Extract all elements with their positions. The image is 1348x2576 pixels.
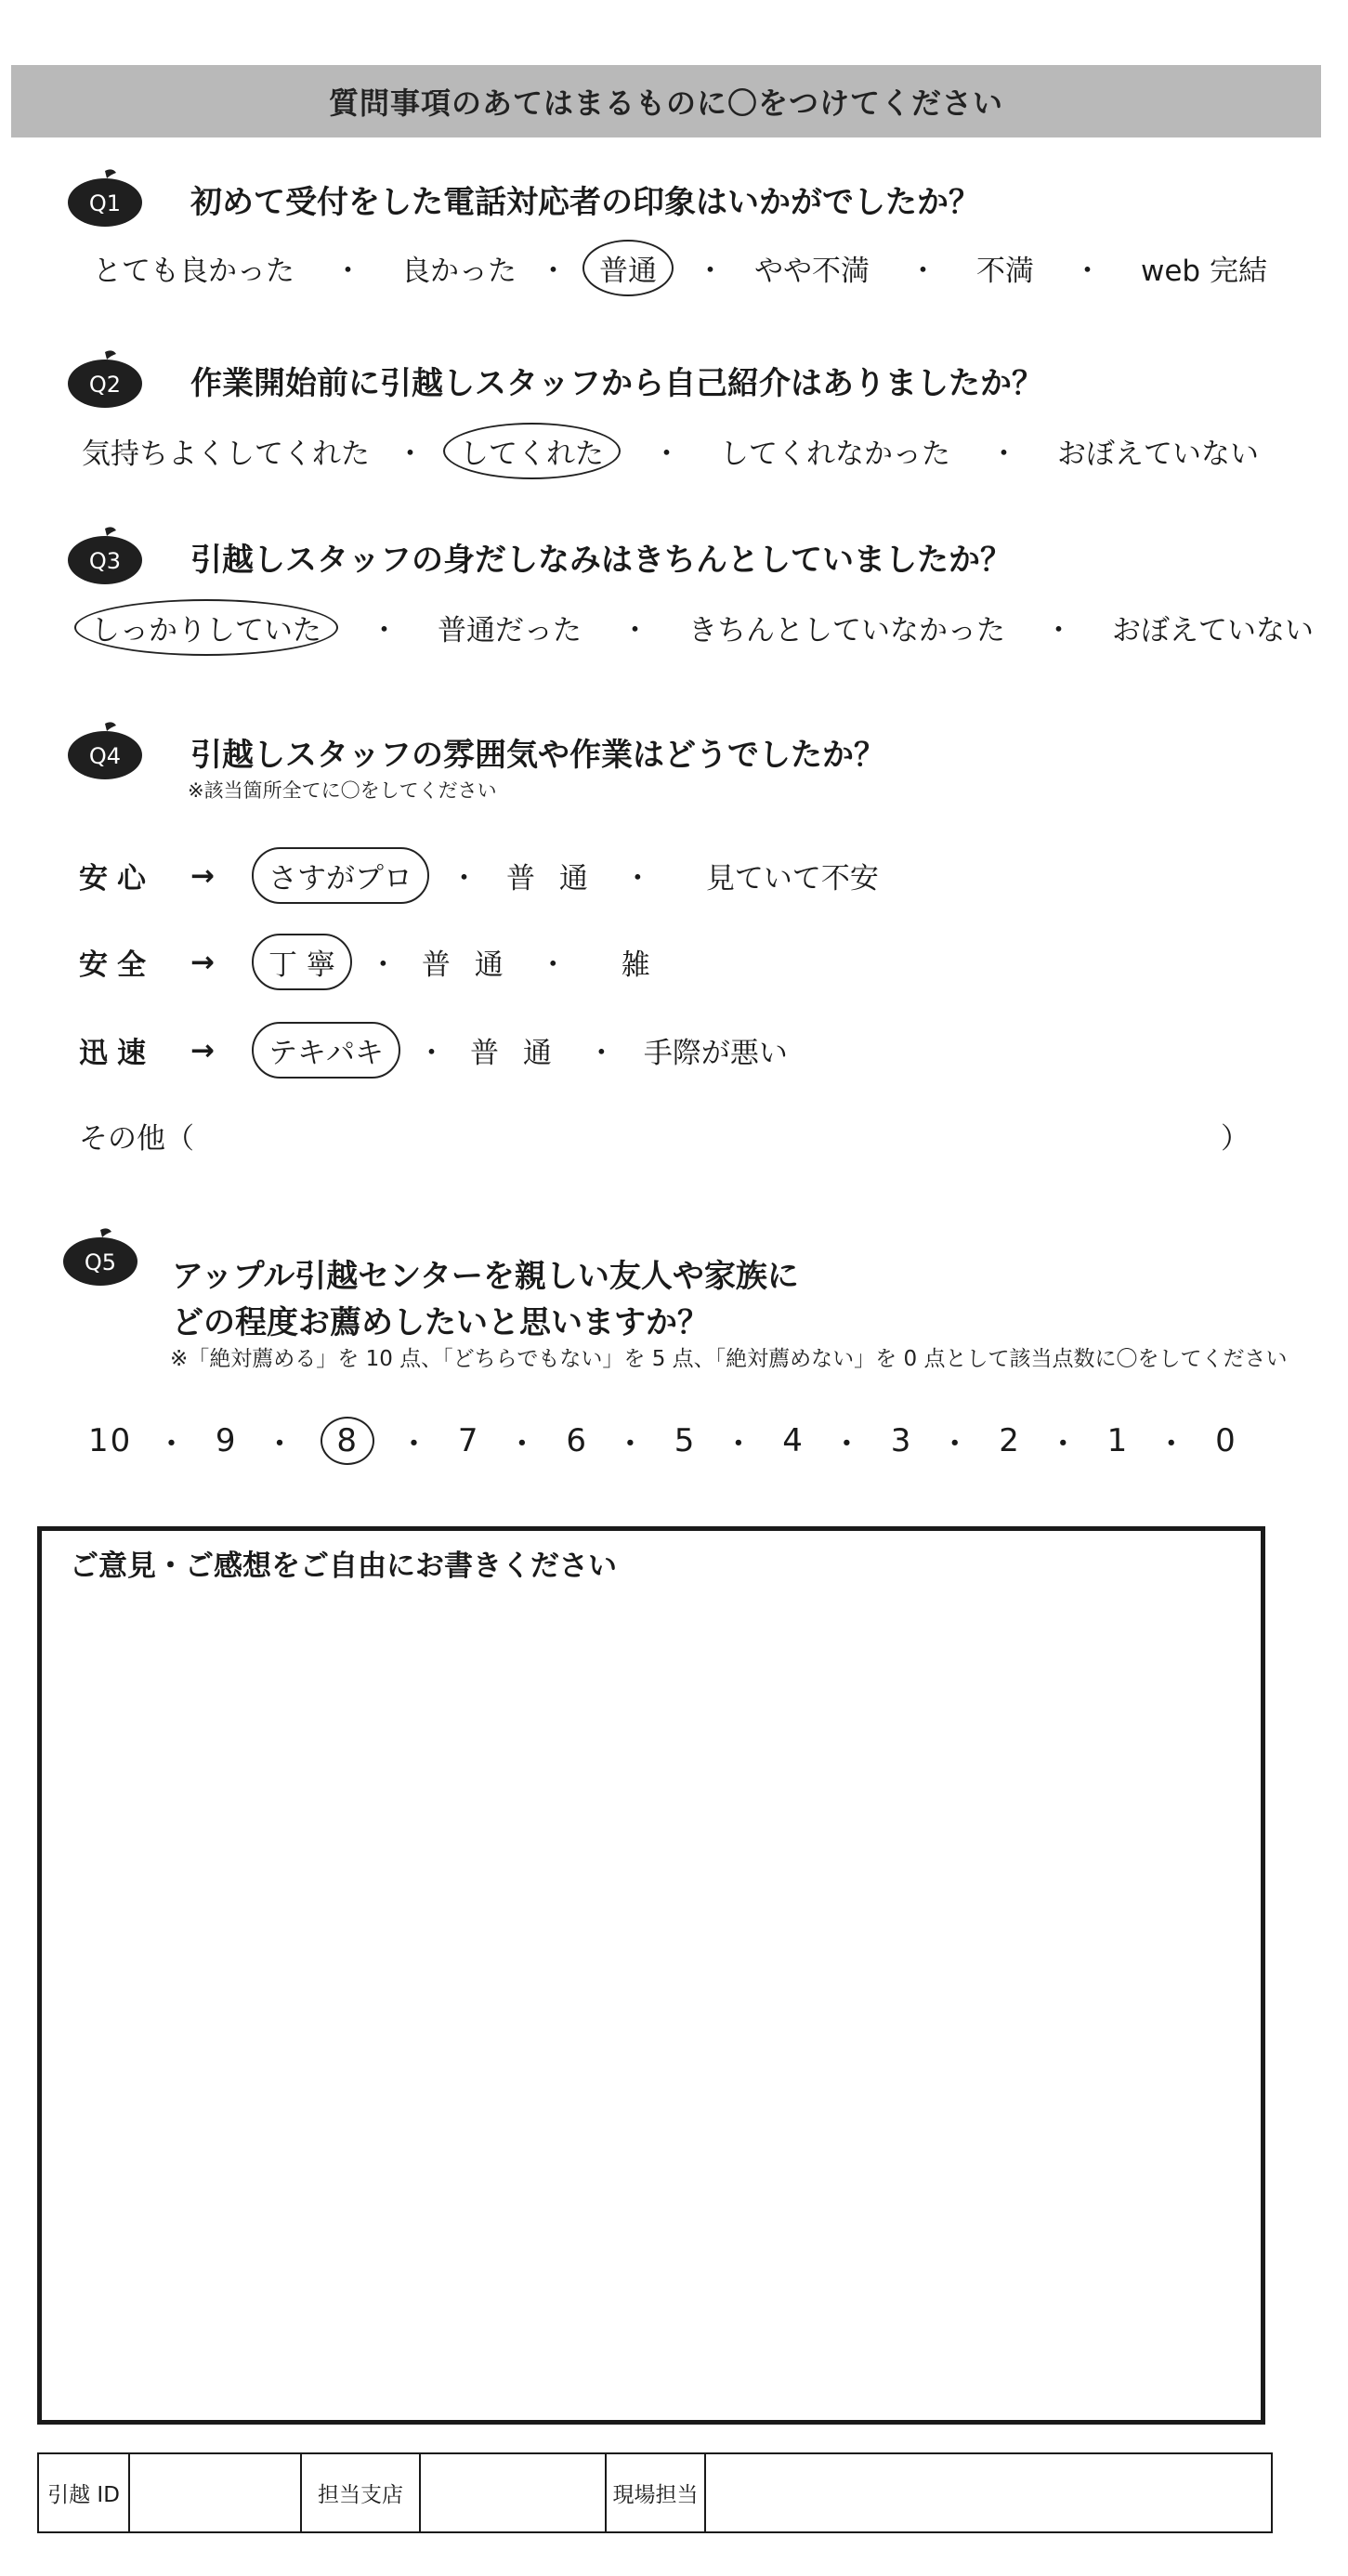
q4-reassurance-pro-selected[interactable]: さすがプロ bbox=[252, 847, 429, 904]
q1-options bbox=[85, 240, 1293, 296]
separator-dot: ・ bbox=[1044, 614, 1073, 647]
move-id-label: 引越 ID bbox=[39, 2454, 130, 2531]
q4-row-reassurance bbox=[79, 847, 886, 904]
question-2 bbox=[65, 348, 1310, 497]
q4-other-label: その他（ bbox=[79, 1122, 194, 1156]
svg-text:Q1: Q1 bbox=[88, 190, 122, 216]
score-2[interactable]: 2 bbox=[999, 1422, 1021, 1459]
score-6[interactable]: 6 bbox=[566, 1422, 588, 1459]
q4-note: ※該当箇所全てに〇をしてください bbox=[188, 779, 497, 802]
score-10[interactable]: 10 bbox=[88, 1422, 133, 1459]
arrow-right-icon: → bbox=[190, 945, 215, 979]
branch-label: 担当支店 bbox=[302, 2454, 421, 2531]
q4-safety-careful-selected[interactable]: 丁 寧 bbox=[252, 934, 352, 990]
separator-dot: ・ bbox=[416, 1037, 446, 1070]
q1-title: 初めて受付をした電話対応者の印象はいかがでしたか？ bbox=[190, 184, 980, 221]
separator-dot: ・ bbox=[398, 1425, 432, 1463]
q1-option-slightly-dissatisfied[interactable]: やや不満 bbox=[754, 255, 870, 288]
q4-other-close-paren: ） bbox=[1221, 1122, 1250, 1156]
separator-dot: ・ bbox=[586, 1037, 616, 1070]
separator-dot: ・ bbox=[263, 1425, 297, 1463]
score-8-selected[interactable]: 8 bbox=[321, 1417, 374, 1465]
site-staff-field[interactable] bbox=[706, 2454, 1271, 2531]
score-0[interactable]: 0 bbox=[1215, 1422, 1237, 1459]
q2-option-did-selected[interactable]: してくれた bbox=[443, 423, 621, 479]
q4-title: 引越しスタッフの雰囲気や作業はどうでしたか？ bbox=[190, 737, 885, 774]
q3-option-normal[interactable]: 普通だった bbox=[438, 614, 582, 647]
q5-title-line2: どの程度お薦めしたいと思いますか？ bbox=[172, 1304, 709, 1341]
separator-dot: ・ bbox=[396, 438, 425, 471]
separator-dot: ・ bbox=[155, 1425, 190, 1463]
score-7[interactable]: 7 bbox=[457, 1422, 480, 1459]
q4-row-label: 迅速 bbox=[79, 1037, 155, 1070]
separator-dot: ・ bbox=[938, 1425, 973, 1463]
site-staff-label: 現場担当 bbox=[607, 2454, 706, 2531]
score-3[interactable]: 3 bbox=[890, 1422, 913, 1459]
separator-dot: ・ bbox=[722, 1425, 756, 1463]
q1-option-normal-selected[interactable]: 普通 bbox=[582, 240, 674, 296]
separator-dot: ・ bbox=[652, 438, 681, 471]
q4-speed-normal[interactable]: 普 通 bbox=[469, 1037, 559, 1070]
svg-text:Q3: Q3 bbox=[88, 548, 122, 574]
separator-dot: ・ bbox=[831, 1425, 865, 1463]
separator-dot: ・ bbox=[989, 438, 1018, 471]
q3-badge-icon bbox=[65, 525, 145, 586]
staff-info-table bbox=[37, 2452, 1273, 2533]
svg-text:Q5: Q5 bbox=[84, 1249, 117, 1275]
q4-speed-clumsy[interactable]: 手際が悪い bbox=[643, 1037, 788, 1070]
q1-badge-icon bbox=[65, 167, 145, 229]
q2-options bbox=[74, 423, 1282, 479]
separator-dot: ・ bbox=[1073, 255, 1102, 288]
separator-dot: ・ bbox=[621, 614, 649, 647]
arrow-right-icon: → bbox=[190, 1033, 215, 1067]
score-1[interactable]: 1 bbox=[1106, 1422, 1130, 1459]
separator-dot: ・ bbox=[909, 255, 937, 288]
question-4 bbox=[65, 720, 1310, 802]
q4-row-label: 安全 bbox=[79, 948, 155, 982]
svg-text:Q4: Q4 bbox=[88, 743, 122, 769]
question-1 bbox=[65, 167, 1310, 316]
q4-speed-quick-selected[interactable]: テキパキ bbox=[252, 1022, 400, 1079]
q1-option-dissatisfied[interactable]: 不満 bbox=[976, 255, 1034, 288]
separator-dot: ・ bbox=[370, 614, 399, 647]
separator-dot: ・ bbox=[368, 948, 398, 982]
q4-safety-rough[interactable]: 雑 bbox=[621, 948, 650, 982]
question-3 bbox=[65, 525, 1314, 673]
branch-field[interactable] bbox=[421, 2454, 607, 2531]
q5-score-scale bbox=[88, 1417, 1240, 1465]
separator-dot: ・ bbox=[614, 1425, 648, 1463]
separator-dot: ・ bbox=[538, 948, 568, 982]
q4-other-field[interactable] bbox=[79, 1115, 1250, 1157]
q2-option-did-not[interactable]: してくれなかった bbox=[720, 438, 950, 471]
q5-note: ※「絶対薦める」を 10 点、「どちらでもない」を 5 点、「絶対薦めない」を 0 点として該当点数に〇をしてください bbox=[170, 1347, 1288, 1371]
separator-dot: ・ bbox=[1047, 1425, 1081, 1463]
q4-reassurance-anxious[interactable]: 見ていて不安 bbox=[705, 862, 879, 896]
q3-title: 引越しスタッフの身だしなみはきちんとしていましたか？ bbox=[190, 542, 1012, 579]
form-header: 質問事項のあてはまるものに〇をつけてください bbox=[11, 65, 1321, 137]
separator-dot: ・ bbox=[539, 255, 568, 288]
move-id-field[interactable] bbox=[130, 2454, 302, 2531]
question-5 bbox=[60, 1226, 1305, 1375]
q3-options bbox=[74, 599, 1314, 656]
comments-box[interactable] bbox=[37, 1526, 1265, 2425]
score-5[interactable]: 5 bbox=[674, 1422, 697, 1459]
q1-option-good[interactable]: 良かった bbox=[401, 255, 517, 288]
q2-option-dont-remember[interactable]: おぼえていない bbox=[1057, 438, 1259, 471]
q4-badge-icon bbox=[65, 720, 145, 781]
q4-safety-normal[interactable]: 普 通 bbox=[421, 948, 511, 982]
separator-dot: ・ bbox=[334, 255, 362, 288]
arrow-right-icon: → bbox=[190, 858, 215, 893]
q4-row-speed bbox=[79, 1022, 795, 1079]
score-9[interactable]: 9 bbox=[215, 1422, 238, 1459]
q2-badge-icon bbox=[65, 348, 145, 410]
q5-badge-icon bbox=[60, 1226, 140, 1288]
q5-title-line1: アップル引越センターを親しい友人や家族に bbox=[172, 1258, 799, 1295]
q2-title: 作業開始前に引越しスタッフから自己紹介はありましたか？ bbox=[190, 365, 1043, 402]
q3-option-not-neat[interactable]: きちんとしていなかった bbox=[688, 614, 1005, 647]
q1-option-web-complete[interactable]: web 完結 bbox=[1141, 255, 1267, 288]
separator-dot: ・ bbox=[1155, 1425, 1189, 1463]
score-4[interactable]: 4 bbox=[782, 1422, 805, 1459]
q3-option-neat-selected[interactable]: しっかりしていた bbox=[74, 599, 338, 656]
comments-title: ご意見・ご感想をご自由にお書きください bbox=[70, 1550, 617, 1583]
q3-option-dont-remember[interactable]: おぼえていない bbox=[1112, 614, 1314, 647]
q4-row-safety bbox=[79, 934, 658, 990]
separator-dot: ・ bbox=[505, 1425, 540, 1463]
separator-dot: ・ bbox=[449, 862, 478, 896]
q4-reassurance-normal[interactable]: 普 通 bbox=[505, 862, 595, 896]
q4-row-label: 安心 bbox=[79, 862, 155, 896]
separator-dot: ・ bbox=[622, 862, 652, 896]
svg-text:Q2: Q2 bbox=[88, 372, 122, 398]
q1-option-very-good[interactable]: とても良かった bbox=[93, 255, 294, 288]
separator-dot: ・ bbox=[696, 255, 725, 288]
q2-option-pleasantly[interactable]: 気持ちよくしてくれた bbox=[82, 438, 370, 471]
